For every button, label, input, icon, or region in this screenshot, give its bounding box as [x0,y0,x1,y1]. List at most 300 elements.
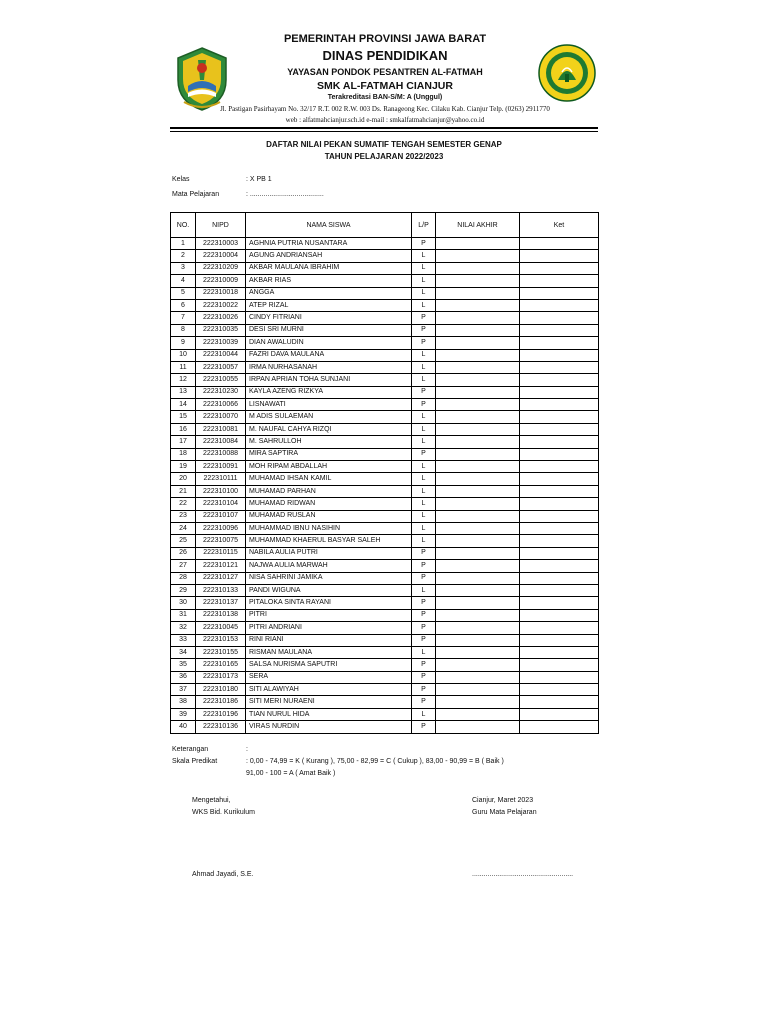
table-row [171,349,599,361]
student-name: SERA [246,671,412,683]
student-name: NAJWA AULIA MARWAH [246,560,412,572]
table-row [171,696,599,708]
student-name: MUHAMAD RIDWAN [246,498,412,510]
final-grade-cell [436,684,520,696]
place-date: Cianjur, Maret 2023 [472,797,534,804]
table-row [171,560,599,572]
row-number: 17 [171,436,196,448]
final-grade-cell [436,634,520,646]
row-number: 6 [171,299,196,311]
notes-cell [520,696,599,708]
row-number: 28 [171,572,196,584]
table-row [171,572,599,584]
notes-cell [520,510,599,522]
student-id: 222310044 [196,349,246,361]
student-name: MUHAMAD PARHAN [246,485,412,497]
table-row [171,659,599,671]
student-name: SALSA NURISMA SAPUTRI [246,659,412,671]
notes-cell [520,721,599,733]
student-name: AKBAR RIAS [246,275,412,287]
acknowledged-label: Mengetahui, [192,797,231,804]
table-row [171,522,599,534]
student-name: MIRA SAPTIRA [246,448,412,460]
student-gender: P [412,684,436,696]
student-gender: L [412,510,436,522]
student-name: MUHAMAD IHSAN KAMIL [246,473,412,485]
student-gender: L [412,299,436,311]
class-label: Kelas [172,176,190,183]
final-grade-cell [436,659,520,671]
student-id: 222310165 [196,659,246,671]
student-id: 222310136 [196,721,246,733]
notes-cell [520,684,599,696]
row-number: 12 [171,374,196,386]
student-gender: P [412,659,436,671]
table-row [171,361,599,373]
table-row [171,634,599,646]
academic-year: TAHUN PELAJARAN 2022/2023 [324,152,444,161]
student-id: 222310138 [196,609,246,621]
table-row [171,510,599,522]
final-grade-cell [436,374,520,386]
table-header-row [171,213,599,238]
table-row [171,622,599,634]
table-row [171,386,599,398]
notes-label: Keterangan [172,746,209,753]
student-name: TIAN NURUL HIDA [246,708,412,720]
student-id: 222310057 [196,361,246,373]
student-id: 222310035 [196,324,246,336]
final-grade-cell [436,411,520,423]
row-number: 39 [171,708,196,720]
student-id: 222310091 [196,461,246,473]
school-name: SMK AL-FATMAH CIANJUR [317,80,453,92]
final-grade-cell [436,423,520,435]
notes-cell [520,609,599,621]
government-name: PEMERINTAH PROVINSI JAWA BARAT [283,33,487,45]
student-gender: P [412,399,436,411]
letterhead-rule-thin [170,131,598,132]
student-gender: L [412,250,436,262]
student-name: AGHNIA PUTRIA NUSANTARA [246,238,412,250]
row-number: 33 [171,634,196,646]
student-name: M. SAHRULLOH [246,436,412,448]
subject-teacher-name: .................................................... [472,871,574,878]
student-name: CINDY FITRIANI [246,312,412,324]
final-grade-cell [436,498,520,510]
student-id: 222310107 [196,510,246,522]
student-name: SITI MERI NURAENI [246,696,412,708]
row-number: 26 [171,547,196,559]
student-gender: L [412,522,436,534]
row-number: 5 [171,287,196,299]
notes-cell [520,299,599,311]
student-gender: P [412,238,436,250]
table-row [171,299,599,311]
final-grade-cell [436,275,520,287]
table-row [171,646,599,658]
student-gender: L [412,708,436,720]
notes-cell [520,646,599,658]
letterhead [170,30,600,130]
student-gender: L [412,646,436,658]
student-id: 222310104 [196,498,246,510]
final-grade-cell [436,262,520,274]
student-id: 222310173 [196,671,246,683]
notes-cell [520,337,599,349]
row-number: 24 [171,522,196,534]
student-gender: L [412,498,436,510]
student-gender: L [412,374,436,386]
student-id: 222310100 [196,485,246,497]
student-id: 222310230 [196,386,246,398]
table-row [171,399,599,411]
student-gender: P [412,597,436,609]
table-row [171,485,599,497]
notes-cell [520,250,599,262]
column-header-final-grade: NILAI AKHIR [436,213,520,238]
curriculum-vp-title: WKS Bid. Kurikulum [192,809,256,816]
notes-cell [520,584,599,596]
student-id: 222310004 [196,250,246,262]
student-id: 222310039 [196,337,246,349]
final-grade-cell [436,560,520,572]
final-grade-cell [436,646,520,658]
table-row [171,312,599,324]
final-grade-cell [436,671,520,683]
table-row [171,238,599,250]
notes-cell [520,708,599,720]
student-name: PITALOKA SINTA RAYANI [246,597,412,609]
student-name: AKBAR MAULANA IBRAHIM [246,262,412,274]
row-number: 32 [171,622,196,634]
student-gender: L [412,361,436,373]
row-number: 31 [171,609,196,621]
table-row [171,708,599,720]
table-row [171,671,599,683]
final-grade-cell [436,622,520,634]
table-row [171,262,599,274]
column-header-gender: L/P [412,213,436,238]
student-id: 222310127 [196,572,246,584]
table-row [171,461,599,473]
student-name: NISA SAHRINI JAMIKA [246,572,412,584]
student-gender: P [412,609,436,621]
final-grade-cell [436,485,520,497]
row-number: 13 [171,386,196,398]
student-id: 222310137 [196,597,246,609]
grade-scale-label: Skala Predikat [172,758,218,765]
notes-cell [520,287,599,299]
row-number: 2 [171,250,196,262]
curriculum-vp-name: Ahmad Jayadi, S.E. [192,871,254,878]
final-grade-cell [436,448,520,460]
final-grade-cell [436,349,520,361]
table-row [171,584,599,596]
row-number: 27 [171,560,196,572]
row-number: 20 [171,473,196,485]
student-id: 222310186 [196,696,246,708]
table-row [171,423,599,435]
final-grade-cell [436,436,520,448]
notes-cell [520,597,599,609]
table-row [171,275,599,287]
student-gender: L [412,485,436,497]
row-number: 14 [171,399,196,411]
student-gender: P [412,337,436,349]
notes-cell [520,572,599,584]
notes-cell [520,361,599,373]
notes-cell [520,411,599,423]
student-name: PANDI WIGUNA [246,584,412,596]
student-id: 222310009 [196,275,246,287]
row-number: 19 [171,461,196,473]
notes-cell [520,622,599,634]
student-gender: L [412,287,436,299]
accreditation: Terakreditasi BAN-S/M: A (Unggul) [327,94,443,101]
table-row [171,684,599,696]
grade-scale-value-2: 91,00 - 100 = A ( Amat Baik ) [246,770,336,777]
student-id: 222310180 [196,684,246,696]
student-name: RINI RIANI [246,634,412,646]
student-name: MUHAMMAD KHAERUL BASYAR SALEH [246,535,412,547]
final-grade-cell [436,461,520,473]
student-id: 222310153 [196,634,246,646]
row-number: 8 [171,324,196,336]
student-gender: L [412,461,436,473]
student-gender: P [412,721,436,733]
final-grade-cell [436,299,520,311]
table-row [171,324,599,336]
notes-cell [520,634,599,646]
student-name: KAYLA AZENG RIZKYA [246,386,412,398]
student-name: SITI ALAWIYAH [246,684,412,696]
final-grade-cell [436,597,520,609]
row-number: 40 [171,721,196,733]
notes-cell [520,498,599,510]
student-gender: L [412,584,436,596]
notes-cell [520,312,599,324]
table-row [171,250,599,262]
final-grade-cell [436,399,520,411]
row-number: 34 [171,646,196,658]
school-contact: web : alfatmahcianjur.sch.id e-mail : smkalfatmahcianjur@yahoo.co.id [285,116,485,124]
column-header-name: NAMA SISWA [246,213,412,238]
row-number: 11 [171,361,196,373]
student-name: M. NAUFAL CAHYA RIZQI [246,423,412,435]
row-number: 1 [171,238,196,250]
final-grade-cell [436,250,520,262]
row-number: 7 [171,312,196,324]
notes-value: : [246,746,248,753]
student-id: 222310066 [196,399,246,411]
notes-cell [520,324,599,336]
row-number: 21 [171,485,196,497]
student-gender: L [412,423,436,435]
class-value: : X PB 1 [246,176,272,183]
row-number: 22 [171,498,196,510]
notes-cell [520,547,599,559]
row-number: 35 [171,659,196,671]
student-id: 222310045 [196,622,246,634]
table-row [171,535,599,547]
student-name: MUHAMAD RUSLAN [246,510,412,522]
column-header-no: NO. [171,213,196,238]
notes-cell [520,386,599,398]
student-name: PITRI ANDRIANI [246,622,412,634]
row-number: 4 [171,275,196,287]
final-grade-cell [436,721,520,733]
student-name: ANGGA [246,287,412,299]
student-id: 222310022 [196,299,246,311]
student-gender: L [412,349,436,361]
student-name: DESI SRI MURNI [246,324,412,336]
final-grade-cell [436,510,520,522]
subject-teacher-title: Guru Mata Pelajaran [472,809,537,816]
row-number: 18 [171,448,196,460]
table-row [171,337,599,349]
column-header-nipd: NIPD [196,213,246,238]
student-id: 222310088 [196,448,246,460]
final-grade-cell [436,361,520,373]
final-grade-cell [436,386,520,398]
subject-label: Mata Pelajaran [172,191,220,198]
table-row [171,597,599,609]
final-grade-cell [436,708,520,720]
student-name: NABILA AULIA PUTRI [246,547,412,559]
student-gender: P [412,696,436,708]
final-grade-cell [436,547,520,559]
student-id: 222310055 [196,374,246,386]
final-grade-cell [436,312,520,324]
table-row [171,609,599,621]
student-name: IRMA NURHASANAH [246,361,412,373]
row-number: 10 [171,349,196,361]
row-number: 36 [171,671,196,683]
student-gender: L [412,473,436,485]
student-id: 222310018 [196,287,246,299]
row-number: 25 [171,535,196,547]
student-id: 222310070 [196,411,246,423]
student-name: IRPAN APRIAN TOHA SUNJANI [246,374,412,386]
student-id: 222310209 [196,262,246,274]
notes-cell [520,560,599,572]
row-number: 30 [171,597,196,609]
foundation-name: YAYASAN PONDOK PESANTREN AL-FATMAH [287,67,483,77]
final-grade-cell [436,696,520,708]
row-number: 9 [171,337,196,349]
notes-cell [520,262,599,274]
student-gender: P [412,312,436,324]
student-name: DIAN AWALUDIN [246,337,412,349]
table-row [171,473,599,485]
column-header-notes: Ket [520,213,599,238]
notes-cell [520,461,599,473]
notes-cell [520,374,599,386]
student-gender: P [412,448,436,460]
student-id: 222310084 [196,436,246,448]
student-id: 222310133 [196,584,246,596]
student-gender: P [412,622,436,634]
department-name: DINAS PENDIDIKAN [322,48,448,63]
student-name: LISNAWATI [246,399,412,411]
final-grade-cell [436,535,520,547]
row-number: 16 [171,423,196,435]
row-number: 38 [171,696,196,708]
student-gender: P [412,671,436,683]
student-gender: P [412,324,436,336]
notes-cell [520,473,599,485]
student-name: PITRI [246,609,412,621]
student-id: 222310096 [196,522,246,534]
subject-value: : ...................................... [246,191,324,198]
row-number: 3 [171,262,196,274]
student-name: FAZRI DAVA MAULANA [246,349,412,361]
student-id: 222310075 [196,535,246,547]
notes-cell [520,423,599,435]
notes-cell [520,535,599,547]
notes-cell [520,485,599,497]
student-gender: L [412,535,436,547]
student-id: 222310081 [196,423,246,435]
table-row [171,721,599,733]
table-row [171,374,599,386]
table-row [171,448,599,460]
student-id: 222310111 [196,473,246,485]
grades-table-body [171,238,599,734]
notes-cell [520,399,599,411]
letterhead-rule-thick [170,127,598,129]
student-gender: L [412,275,436,287]
student-gender: L [412,411,436,423]
student-name: ATEP RIZAL [246,299,412,311]
student-gender: L [412,262,436,274]
student-gender: P [412,634,436,646]
row-number: 29 [171,584,196,596]
notes-cell [520,659,599,671]
table-row [171,547,599,559]
student-id: 222310115 [196,547,246,559]
final-grade-cell [436,287,520,299]
notes-cell [520,671,599,683]
row-number: 15 [171,411,196,423]
document-title: DAFTAR NILAI PEKAN SUMATIF TENGAH SEMESTER GENAP [266,140,502,149]
notes-cell [520,238,599,250]
student-id: 222310155 [196,646,246,658]
final-grade-cell [436,572,520,584]
notes-cell [520,448,599,460]
school-address: Jl. Pastigan Pasirhayam No. 32/17 R.T. 002 R.W. 003 Ds. Ranageong Kec. Cilaku Kab. Cianjur Telp. (0263) 2911770 [220,105,550,113]
student-gender: L [412,436,436,448]
final-grade-cell [436,609,520,621]
grades-table [170,212,599,734]
final-grade-cell [436,473,520,485]
final-grade-cell [436,324,520,336]
row-number: 23 [171,510,196,522]
table-row [171,411,599,423]
student-name: RISMAN MAULANA [246,646,412,658]
student-name: VIRAS NURDIN [246,721,412,733]
student-gender: P [412,386,436,398]
student-name: AGUNG ANDRIANSAH [246,250,412,262]
student-gender: P [412,572,436,584]
table-row [171,498,599,510]
student-id: 222310003 [196,238,246,250]
final-grade-cell [436,337,520,349]
student-id: 222310121 [196,560,246,572]
student-name: M ADIS SULAEMAN [246,411,412,423]
grade-scale-value: : 0,00 - 74,99 = K ( Kurang ), 75,00 - 82,99 = C ( Cukup ), 83,00 - 90,99 = B ( Baik ) [246,758,504,765]
